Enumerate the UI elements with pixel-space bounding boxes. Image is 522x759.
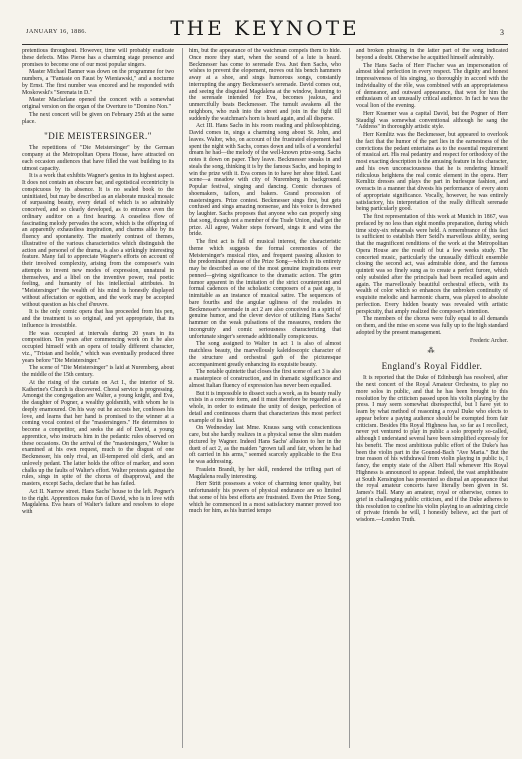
paragraph: Herr Stritt possesses a voice of charming tenor quality, but unfortunately his powers of physical endurance are so limited that some of his best efforts are frustrated. Even the Prize Song, which he commenced in a most satisfactory manner proved too much for him, as his hurried tempo	[189, 481, 341, 515]
paragraph: Herr Kraemer was a capital David, but the Pogner of Herr Staudigl was somewhat conventional although he sang the "Address" in thoroughly artistic style.	[356, 110, 508, 131]
publication-title: THE KEYNOTE	[170, 16, 360, 40]
paragraph: Act II. Narrow street. Hans Sachs' house to the left. Pogner's to the right. Apprentices make fun of David, who is in love with Magdalena. Eva hears of Walter's failure and resolves to elope with	[22, 488, 174, 515]
paragraph: pretentious throughout. However, time will probably eradicate these defects. Miss Pierse has a charming stage presence and promises to become one of our most popular singers.	[22, 48, 174, 68]
header-rule	[22, 44, 508, 45]
paragraph: The repetitions of "Die Meistersinger" by the German company at the Metropolitan Opera House, have attracted on each occasion audiences that have filled the vast building to its utmost capacity.	[22, 145, 174, 172]
paragraph: Herr Kemlitz was the Beckmesser, but appeared to overlook the fact that the humor of the part lies in the earnestness of the convictions the pedant entertains as to the essential requirement of musical art. His real pedantry and respect for orthodoxy of the most exacting description is the amusing feature in his character, and his own unconsciousness that he is rendering himself ridiculous heightens the real comic element in the opera. Herr Kemlitz dresses and plays the part in burlesque fashion, and overacts in a manner that divests his performance of every atom of appropriate significance. Vocally, however, he was entirely satisfactory, his interpretation of the really difficult serenade being particularly good.	[356, 132, 508, 213]
paragraph: The notable quintette that closes the first scene of act 3 is also a masterpiece of construction, and in dramatic significance and almost Italian fluency of expression has never been equalled.	[189, 369, 341, 389]
page-number: 3	[500, 28, 504, 37]
paragraph: On Wednesday last Mme. Krauss sang with conscientious care, but she hardly realizes in a physical sense the slim maiden pictured by Wagner. Indeed Hans Sachs' allusion to her in the duett of act 2, as the maiden "grown tall and fair, whom he had oft carried in his arms," seemed scarcely applicable to the Eva he was addressing.	[189, 425, 341, 465]
paragraph: The next concert will be given on February 25th at the same place.	[22, 111, 174, 125]
article-heading: "DIE MEISTERSINGER."	[44, 131, 152, 142]
divider-ornament: ⁂	[427, 347, 437, 356]
paragraph: The scene of "Die Meistersinger" is laid at Nuremberg, about the middle of the 15th century.	[22, 365, 174, 378]
paragraph: Master Michael Banner was down on the programme for two numbers, a "Fantasie on Faust by Wieniawski," and a nocturne by Ernst. The first number was encored and he responded with Moskowski's "Serenata in D."	[22, 69, 174, 96]
column-3	[349, 48, 508, 748]
paragraph: It is the only comic opera that has proceeded from his pen, and the treatment is so original, and yet appropriate, that its influence is irresistible.	[22, 309, 174, 329]
paragraph: But it is impossible to dissect such a work, as its beauty really exists in a concrete form, and it must therefore be regarded as a whole, in order to estimate the unity of design, perfection of detail and continuous charm that characterizes this most perfect example of its kind.	[189, 390, 341, 424]
paragraph: The first representation of this work at Munich in 1867, was prefaced by no less than eight months preparation, during which time sixty-six rehearsals were held. A remembrance of this fact is sufficient to establish Herr Seidl's marvellous ability, seeing that the magnificent renditions of the work at the Metropolitan Opera House are the result of but a few weeks study. The concerted music, particularly the unusually difficult ensemble closing the second act, was admirable done, and the famous quintett was so finely sung as to create a perfect furore, which only subsided after the principals had been recalled again and again. The marvellously beautiful orchestral effects, with its wealth of color which so enhances the unbroken continuity of exquisite melodic and harmonic charm, was played to absolute perfection. Every hidden beauty was revealed with artistic perspicuity, that amply realized the composer's intention.	[356, 214, 508, 315]
paragraph: At the rising of the curtain on Act I., the interior of St. Katherine's Church is discovered. Choral service is progressing. Amongst the congregation are Walter, a young knight, and Eva, the daughter of Pogner, a wealthy goldsmith, with whom he is deeply enamoured. On his way out he accosts her, confesses his love, and learns that her hand is promised to the winner at a coming vocal contest of the "mastersingers." He determines to become a competitor, and seeks the aid of David, a young apprentice, who instructs him in the pedantic rules observed on these occasions. On the arrival of the "mastersingers," Walter is examined at his own request, much to the disgust of one Beckmesser, his only rival, an ill-tempered old clerk, and an unlovely pedant. The latter holds the office of marker, and soon chalks up the faults of Walter's effort. Walter protests against the rules, sings in spite of the chorus of disapproval, and the masters, except Sachs, declare that he has failed.	[22, 379, 174, 487]
paragraph: It is reported that the Duke of Edinburgh has resolved, after the next concert of the Royal Amateur Orchestra, to play no more solos in public, and that he has been brought to this resolution by the criticism passed upon his violin playing by the press. I may seem somewhat disrespectful, but I have yet to learn by what method of reasoning a royal Duke who elects to appear before a paying audience should be exempted from fair criticism. Besides His Royal Highness has, so far as I recollect, never yet ventured to play in public a solo properly so-called, although I understand several have been simplified expressly for his benefit. The most ambitious public effort of the Duke's has been the violin part in the Gounod-Bach "Ave Maria." But the true reason of his withdrawal from violin playing in public is, I fancy, the empty state of the Albert Hall whenever His Royal Highness is announced to appear. Indeed, the vast amphitheatre at South Kensington has presented so dismal an appearance that the royal amateur concerts have literally been given in St. James's Hall. Many an amateur, royal or otherwise, comes to grief in challenging public criticism, and if the Duke adheres to this resolution to confine his violin playing to an admiring circle of private friends he will, I honestly believe, act the part of wisdom.—London Truth.	[356, 375, 508, 523]
column-2	[182, 48, 341, 748]
paragraph: The members of the chorus were fully equal to all demands on them, and the mise en scene was fully up to the high standard adopted by the present management.	[356, 316, 508, 336]
paragraph: He was occupied at intervals during 20 years in its composition. Ten years after commencing work on it he also occupied himself with an opera of totally different character, viz., "Tristan and Isolde," which was eventually produced three years before "Die Meistersinger."	[22, 330, 174, 364]
masthead	[22, 14, 508, 44]
paragraph: Fraulein Brandt, by her skill, rendered the trifling part of Magdalena really interesting.	[189, 466, 341, 480]
paragraph: and broken phrasing in the latter part of the song indicated beyond a doubt. Otherwise he acquitted himself admirably.	[356, 48, 508, 61]
column-1	[22, 48, 174, 748]
paragraph: It is a work that exhibits Wagner's genius in its highest aspect. It does not contain an obscure bar, and egotistical eccentricity is conspicuous by its absence. It is no sealed book to the uninitiated, but may be described as an elaborate musical mosaic of surpassing beauty, every detail of which is so admirably conceived, and so clearly developed, as to entrance even the ordinary auditor on a first hearing. A ceaseless flow of fascinating melody pervades the score, which is the offspring of an apparently exhaustless inspiration, and charms alike by its fluency and spontaneity. The masterly contrast of themes, illustrative of the various characteristics which distinguish the action and personel of the drama, is also a strikingly interesting feature. Many fail to appreciate Wagner's efforts on account of their involved complexity, arising from the composer's vain attempts to invent new modes of expression, unnatural in themselves, and a libel on the inventive power, real poetic feeling, and humanity of his intellectual attributes. In "Meistersinger" the wealth of his mind is honestly displayed without affectation or egotism, and the work may be accepted without question as his chef d'œuvre.	[22, 173, 174, 308]
issue-date: JANUARY 16, 1886.	[26, 28, 87, 35]
paragraph: The Hans Sachs of Herr Fischer was an impersonation of almost ideal perfection in every respect. The dignity and honest impressiveness of his singing, so thoroughly in accord with the individuality of the rôle, was combined with an appropriateness of demeanor, and outward appearance, that won for him the enthusiasm of an unusually critical audience. In fact he was the vocal lion of the evening.	[356, 62, 508, 109]
article-heading: England's Royal Fiddler.	[381, 361, 483, 372]
paragraph: him, but the appearance of the watchman compels them to hide. Once more they start, when the sound of a lute is heard. Beckmesser has come to serenade Eva. Just then Sachs, who wishes to prevent the elopement, moves out his bench hammers away at a shoe, and sings humorous songs, constantly interrupting the angry Beckmesser's serenade. David comes out, and seeing the disguised Magdalena at the window, listening to the serenade intended for Eva, becomes jealous, and unmercifully beats Beckmesser. The tumult awakens all the neighbors, who rush into the street and join in the fight till suddenly the watchman's horn is heard again, and all disperse.	[189, 48, 341, 122]
paragraph: Act III. Hans Sachs in his room reading and philosophizing. David comes in, sings a charming song about St. John, and leaves. Walter, who, on account of the frustrated elopement had spent the night with Sachs, comes down and tells of a wonderful dream he had—the melody of the well-known prize-song. Sachs notes it down on paper. They leave. Beckmesser sneaks in and steals the song, thinking it is by the famous Sachs, and hoping to win the prize with it. Eva comes in to have her shoe fitted. Last scene—a meadow with city of Nuremberg in background. Popular festival, singing and dancing. Comic choruses of shoemakers, tailors, and bakers. Grand procession of mastersingers. Prize contest. Beckmesser sings first, but gets confused and sings amazing nonsense, and his voice is drowned by laughter. Sachs proposes that anyone who can properly sing that song, though not a member of the Trade Union, shall get the prize. All agree, Walter steps forward, sings it and wins the bride.	[189, 123, 341, 238]
paragraph: The song assigned to Walter in act 1 is also of almost matchless beauty, the marvellously kaleidoscopic character of the structure and orchestral garb of the picturesque accompaniment greatly enhancing its exquisite beauty.	[189, 341, 341, 368]
author-signature: Frederic Archer.	[470, 337, 508, 344]
article-columns	[22, 48, 508, 748]
paragraph: Master Macfarlane opened the concert with a somewhat original version on the organ of the Overture to "Domino Non."	[22, 97, 174, 110]
paragraph: The first act is full of musical interest, the characteristic theme which suggests the formal ceremonies of the Meistersinger's musical rites, and frequent passing allusion to the predominant phrase of the Prize Song—which in its entirety may be described as one of the most genuine inspirations ever penned—giving significance to the dramatic action. The grim humor apparent in the imitation of the strict counterpoint and formal cadences of the scholastic composers of a past age, is inimitable as an instance of musical satire. The sequences of bare fourths and the angular ugliness of the roulades in Beckmesser's serenade in act 2 are also conceived in a spirit of genuine humor, and the clever device of utilizing Hans Sachs' hammer on the weak pulsations of the measures, renders the incongruity and comic seriousness characterizing that unfortunate singer's serenade additionally conspicuous.	[189, 239, 341, 340]
